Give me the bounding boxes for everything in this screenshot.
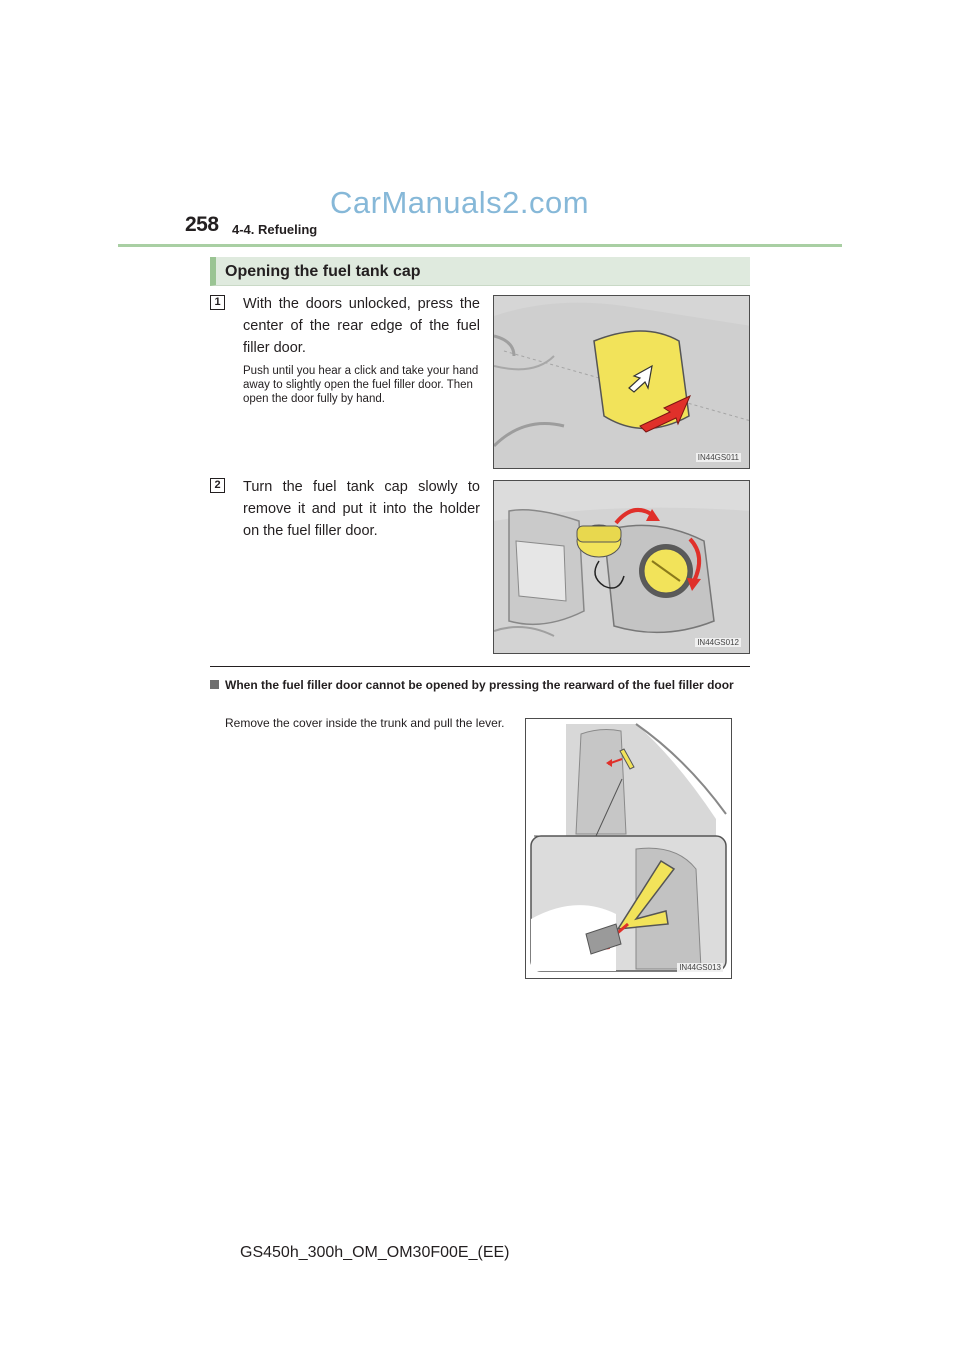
fuel-tank-cap-illustration [494, 481, 750, 654]
footer-model-code: GS450h_300h_OM_OM30F00E_(EE) [240, 1244, 510, 1261]
header-divider [118, 244, 842, 247]
step-2-badge: 2 [210, 478, 225, 493]
fuel-filler-door-figure [493, 295, 750, 469]
figure-code: IN44GS011 [697, 453, 739, 462]
section-title: 4-4. Refueling [232, 222, 318, 237]
figure-code: IN44GS013 [679, 963, 721, 972]
fuel-tank-cap-figure [493, 480, 750, 654]
note-heading: When the fuel filler door cannot be opened by pressing the rearward of the fuel filler door [225, 678, 734, 692]
step-1-text: With the doors unlocked, press the center of the rear edge of the fuel filler door. [243, 296, 480, 356]
note-bullet-icon [210, 680, 219, 689]
section-heading: Opening the fuel tank cap [225, 263, 421, 280]
step-1-badge: 1 [210, 295, 225, 310]
trunk-lever-illustration [526, 719, 732, 979]
fuel-filler-door-illustration [494, 296, 750, 469]
page-number: 258 [185, 213, 219, 236]
section-divider [210, 666, 750, 667]
watermark: CarManuals2.com [330, 185, 590, 220]
trunk-lever-figure [525, 718, 732, 979]
note-body: Remove the cover inside the trunk and pull the lever. [225, 716, 505, 730]
figure-code: IN44GS012 [697, 638, 739, 647]
step-2-text: Turn the fuel tank cap slowly to remove it and put it into the holder on the fuel filler door. [243, 479, 480, 539]
step-1-note: Push until you hear a click and take your hand away to slightly open the fuel filler door. Then open the door fully by hand. [243, 365, 479, 405]
